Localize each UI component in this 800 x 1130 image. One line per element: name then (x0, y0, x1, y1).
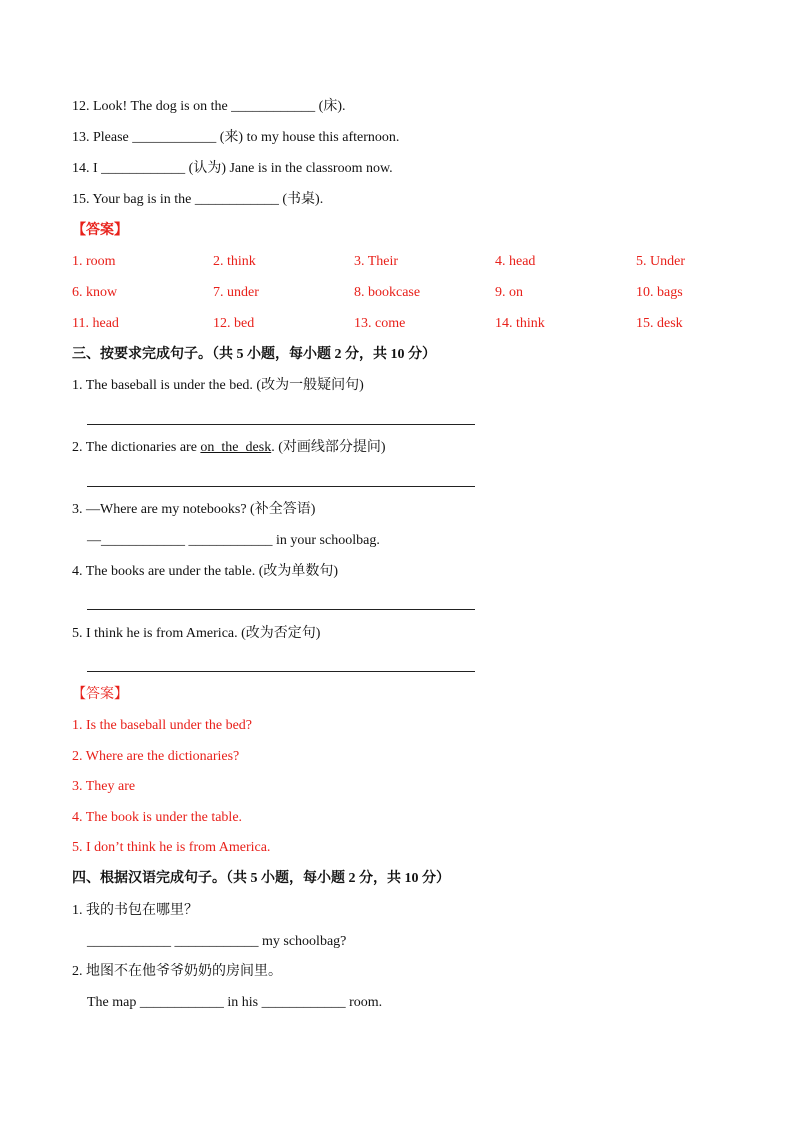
answer-cell: 9. on (495, 285, 523, 300)
answer-cell: 2. think (213, 254, 256, 269)
answer-cell: 7. under (213, 285, 259, 300)
section-4-title: 四、根据汉语完成句子。（共 5 小题，每小题 2 分，共 10 分） (72, 871, 450, 886)
s3-answer-3: 3. They are (72, 779, 136, 794)
question-12: 12. Look! The dog is on the ____________ (床). (72, 99, 346, 114)
s4-question-1-blank: ____________ ____________ my schoolbag? (87, 934, 347, 949)
question-15: 15. Your bag is in the ____________ (书桌). (72, 192, 324, 207)
s3-question-3-answer-blank: —____________ ____________ in your schoolbag. (87, 533, 380, 548)
s3-question-2 (72, 439, 386, 457)
answer-line (87, 671, 475, 672)
answer-cell: 15. desk (636, 316, 683, 331)
question-14: 14. I ____________ (认为) Jane is in the classroom now. (72, 161, 393, 176)
answer-cell: 11. head (72, 316, 119, 331)
s4-question-1: 1. 我的书包在哪里？ (72, 903, 198, 918)
answer-label: 【答案】 (72, 223, 128, 238)
s3-question-3: 3. —Where are my notebooks? (补全答语) (72, 502, 316, 517)
s3-question-5: 5. I think he is from America. (改为否定句) (72, 626, 321, 641)
s3-question-4: 4. The books are under the table. (改为单数句) (72, 564, 339, 579)
s4-question-2-blank: The map ____________ in his ____________ room. (87, 995, 383, 1010)
answer-cell: 10. bags (636, 285, 683, 300)
answer-cell: 3. Their (354, 254, 399, 269)
answer-grid (72, 253, 752, 333)
answer-cell: 5. Under (636, 254, 685, 269)
s3-q2-pre: 2. The dictionaries are (72, 440, 201, 455)
answer-line (87, 609, 475, 610)
answer-cell: 13. come (354, 316, 406, 331)
answer-cell: 4. head (495, 254, 536, 269)
s4-question-2: 2. 地图不在他爷爷奶奶的房间里。 (72, 964, 282, 979)
section-3-title: 三、按要求完成句子。（共 5 小题，每小题 2 分，共 10 分） (72, 347, 436, 362)
answer-line (87, 424, 475, 425)
answer-cell: 14. think (495, 316, 545, 331)
s3-question-1: 1. The baseball is under the bed. (改为一般疑问句) (72, 378, 364, 393)
s3-answer-2: 2. Where are the dictionaries? (72, 749, 240, 764)
answer-line (87, 486, 475, 487)
question-13: 13. Please ____________ (来) to my house this afternoon. (72, 130, 400, 145)
s3-answer-label: 【答案】 (72, 687, 128, 702)
answer-cell: 12. bed (213, 316, 255, 331)
answer-cell: 6. know (72, 285, 118, 300)
s3-answer-4: 4. The book is under the table. (72, 810, 243, 825)
answer-cell: 1. room (72, 254, 116, 269)
s3-q2-underlined: on the desk (200, 440, 272, 455)
s3-answer-5: 5. I don’t think he is from America. (72, 840, 271, 855)
s3-answer-1: 1. Is the baseball under the bed? (72, 718, 252, 733)
s3-q2-post: . (对画线部分提问) (271, 440, 386, 455)
answer-cell: 8. bookcase (354, 285, 421, 300)
